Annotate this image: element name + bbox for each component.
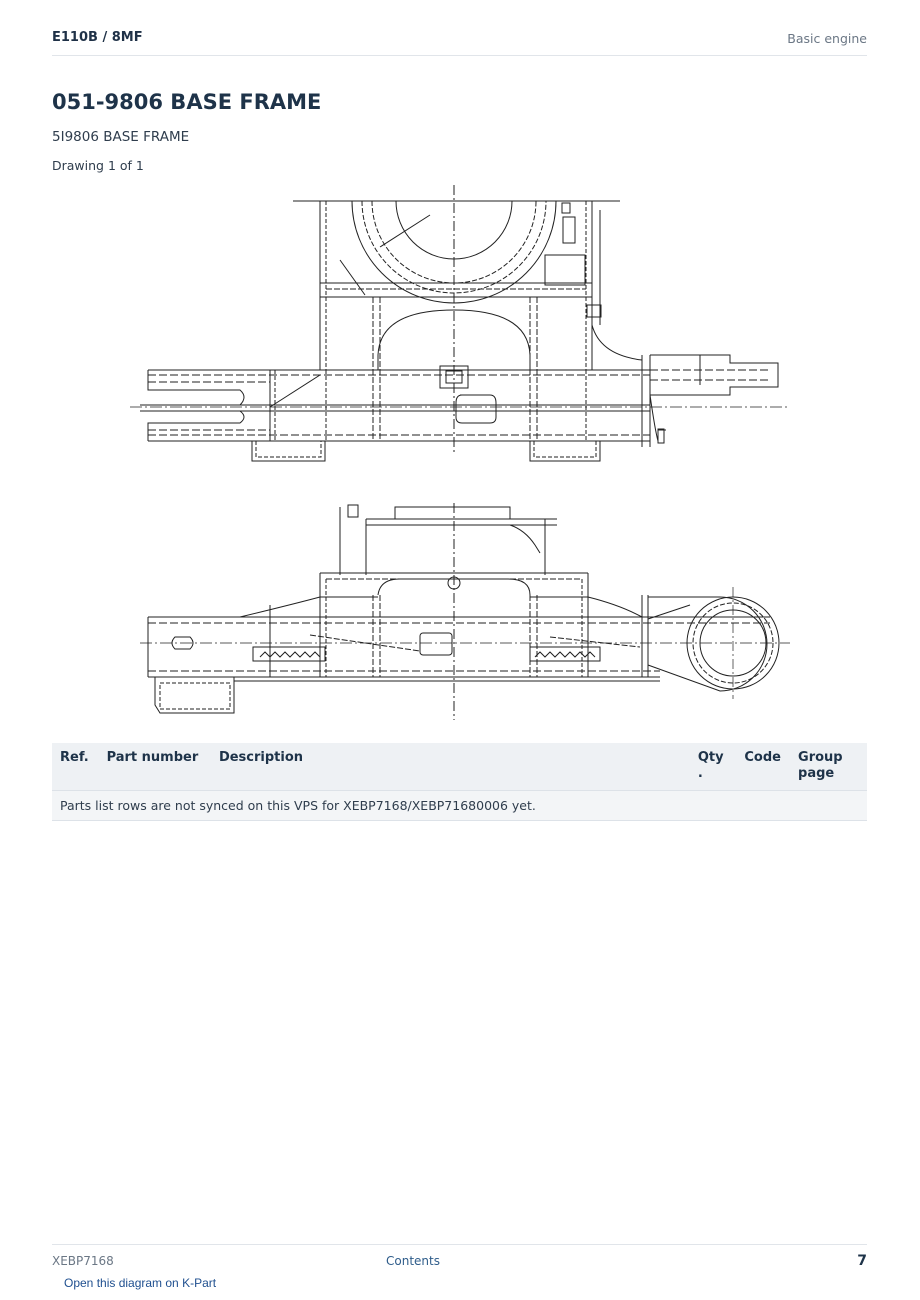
table-message-row	[52, 791, 867, 821]
table-header-row	[52, 743, 867, 791]
column-header-group-page: Group page	[790, 743, 867, 791]
model-label: E110B / 8MF	[52, 30, 143, 45]
column-header-code: Code	[736, 743, 790, 791]
open-in-kpart-link[interactable]: Open this diagram on K-Part	[64, 1276, 217, 1290]
contents-link[interactable]: Contents	[386, 1254, 440, 1268]
page-header	[52, 28, 867, 56]
page-title: 051-9806 BASE FRAME	[52, 90, 322, 114]
document-id: XEBP7168	[52, 1254, 114, 1268]
side-view-drawing	[140, 503, 790, 720]
column-header-ref: Ref.	[52, 743, 99, 791]
top-view-drawing	[130, 185, 790, 461]
parts-sync-message: Parts list rows are not synced on this VPS for XEBP7168/XEBP71680006 yet.	[52, 791, 867, 821]
part-subtitle: 5I9806 BASE FRAME	[52, 129, 190, 145]
base-frame-diagram	[130, 185, 790, 720]
column-header-qty: Qty .	[690, 743, 737, 791]
section-label: Basic engine	[787, 31, 867, 46]
page-number: 7	[857, 1253, 867, 1269]
column-header-part-number: Part number	[99, 743, 211, 791]
column-header-description: Description	[211, 743, 690, 791]
parts-list-table	[52, 743, 867, 821]
page-footer	[52, 1244, 867, 1275]
drawing-counter: Drawing 1 of 1	[52, 158, 144, 173]
